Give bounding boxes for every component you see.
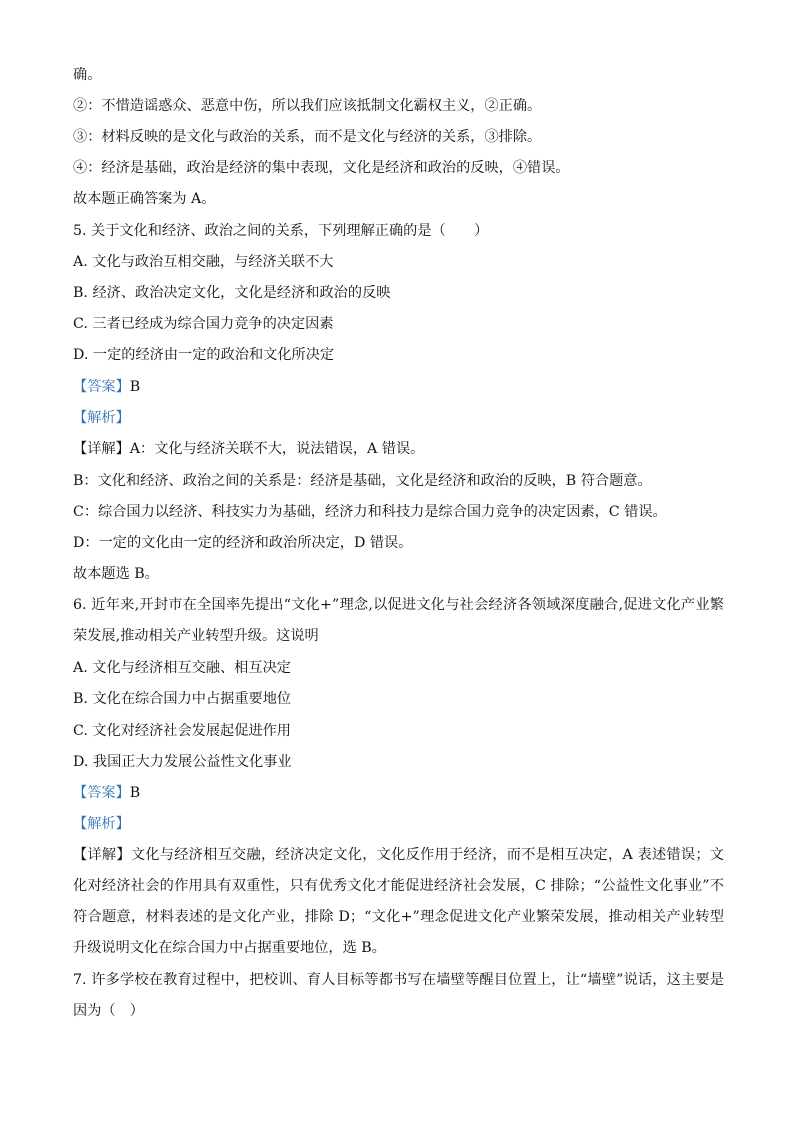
q5-answer-tag: 【答案】 xyxy=(73,379,130,395)
q5-detail-tag: 【详解】 xyxy=(73,441,130,457)
q6-detail-text: 文化与经济相互交融，经济决定文化，文化反作用于经济，而不是相互决定，A 表述错误；文化对经济社会的作用具有双重性，只有优秀文化才能促进经济社会发展，C 排除；“公益性文化事业”不符合题意，材料表述的是文化产业，排除 D；“文化+”理念促进文化产业繁荣发展，推动相关产业转型升级说明文化在综合国力中占据重要地位，选 B。 xyxy=(73,847,724,956)
q5-stem: 5. 关于文化和经济、政治之间的关系，下列理解正确的是（ ） xyxy=(73,223,489,239)
q5-option-c: C. 三者已经成为综合国力竞争的决定因素 xyxy=(73,316,334,332)
q6-stem: 6. 近年来,开封市在全国率先提出“文化+”理念,以促进文化与社会经济各领域深度融合,促进文化产业繁荣发展,推动相关产业转型升级。这说明 xyxy=(73,597,724,644)
q6-detail xyxy=(73,840,724,964)
q5-answer-value: B xyxy=(129,379,141,395)
q6-option-b: B. 文化在综合国力中占据重要地位 xyxy=(73,691,292,707)
q6-analysis xyxy=(73,814,130,834)
q5-option-d: D. 一定的经济由一定的政治和文化所决定 xyxy=(73,347,335,363)
prev-item-3: ③：材料反映的是文化与政治的关系，而不是文化与经济的关系，③排除。 xyxy=(73,129,542,145)
q6-answer xyxy=(73,783,140,803)
q6-answer-value: B xyxy=(129,785,141,801)
q5-detail-a xyxy=(73,439,424,459)
q5-detail-d: D：一定的文化由一定的经济和政治所决定，D 错误。 xyxy=(73,535,413,551)
q5-conclusion: 故本题选 B。 xyxy=(73,566,159,582)
q5-detail-a-text: A：文化与经济关联不大，说法错误，A 错误。 xyxy=(129,441,425,457)
q6-answer-tag: 【答案】 xyxy=(73,785,130,801)
q7-stem: 7. 许多学校在教育过程中，把校训、育人目标等都书写在墙壁等醒目位置上，让“墙壁”说话，这主要是因为（ ） xyxy=(73,972,724,1019)
q5-option-b: B. 经济、政治决定文化，文化是经济和政治的反映 xyxy=(73,285,391,301)
q6-option-a: A. 文化与经济相互交融、相互决定 xyxy=(73,660,291,676)
q6-detail-tag: 【详解】 xyxy=(73,847,131,863)
prev-item-2: ②：不惜造谣惑众、恶意中伤，所以我们应该抵制文化霸权主义，②正确。 xyxy=(73,98,542,114)
q5-analysis xyxy=(73,408,130,428)
q5-option-a: A. 文化与政治互相交融，与经济关联不大 xyxy=(73,254,334,270)
prev-tail: 确。 xyxy=(73,67,102,83)
q5-detail-b: B：文化和经济、政治之间的关系是：经济是基础，文化是经济和政治的反映，B 符合题意。 xyxy=(73,473,652,489)
prev-conclusion: 故本题正确答案为 A。 xyxy=(73,191,216,207)
q6-analysis-tag: 【解析】 xyxy=(73,816,130,832)
prev-item-4: ④：经济是基础，政治是经济的集中表现，文化是经济和政治的反映，④错误。 xyxy=(73,160,570,176)
q5-analysis-tag: 【解析】 xyxy=(73,410,130,426)
q6-option-d: D. 我国正大力发展公益性文化事业 xyxy=(73,754,292,770)
q5-answer xyxy=(73,377,140,397)
q5-detail-c: C：综合国力以经济、科技实力为基础，经济力和科技力是综合国力竞争的决定因素，C 错误。 xyxy=(73,504,667,520)
q6-option-c: C. 文化对经济社会发展起促进作用 xyxy=(73,723,291,739)
